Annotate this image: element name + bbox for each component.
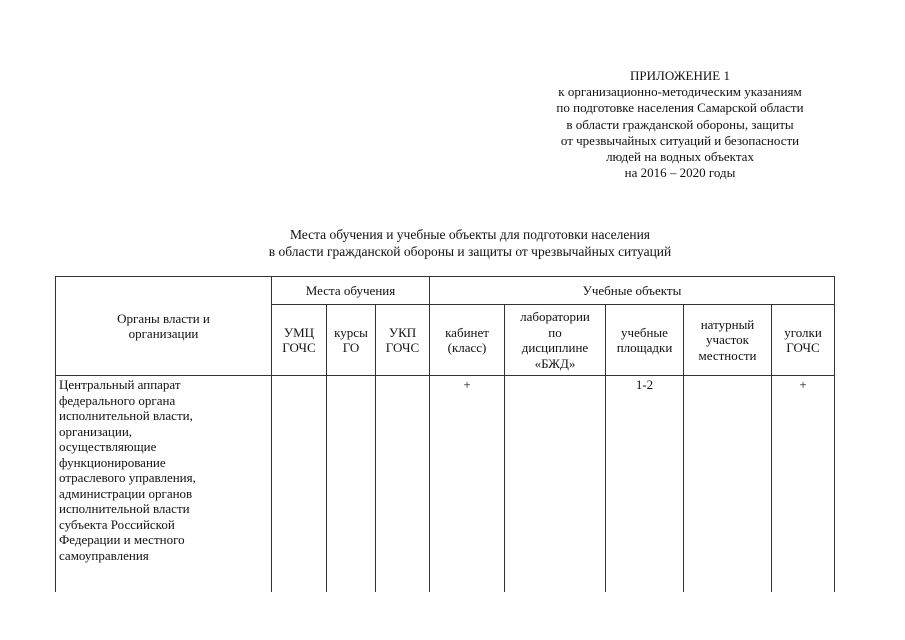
header-training-places: Места обучения <box>272 277 430 305</box>
cell-gochs-corners: + <box>772 376 835 593</box>
appendix-line: по подготовке населения Самарской области <box>556 100 804 116</box>
title-line: Места обучения и учебные объекты для подготовки населения <box>289 227 651 242</box>
cell-ukp-gochs <box>376 376 430 593</box>
cell-umc-gochs <box>272 376 327 593</box>
header-kursy-go: курсы ГО <box>327 305 376 376</box>
header-ukp-gochs: УКП ГОЧС <box>376 305 430 376</box>
appendix-line: людей на водных объектах <box>606 149 754 165</box>
appendix-title: ПРИЛОЖЕНИЕ 1 <box>630 68 730 83</box>
header-organizations: Органы власти и организации <box>56 277 272 376</box>
appendix-header <box>520 68 840 181</box>
cell-bzhd-labs <box>505 376 606 593</box>
row-organization: Центральный аппарат федерального органа исполнительной власти, организации, осуществляющие функционирование отраслевого управления, администрации органов исполнительной власти субъекта Российской Федерации и местного самоуправления <box>56 376 272 593</box>
header-training-objects: Учебные объекты <box>430 277 835 305</box>
appendix-line: на 2016 – 2020 годы <box>624 165 736 181</box>
cell-field-site <box>684 376 772 593</box>
header-umc-gochs: УМЦ ГОЧС <box>272 305 327 376</box>
header-gochs-corners: уголки ГОЧС <box>772 305 835 376</box>
appendix-line: к организационно-методическим указаниям <box>558 84 802 100</box>
cell-training-grounds: 1-2 <box>606 376 684 593</box>
header-training-grounds: учебные площадки <box>606 305 684 376</box>
header-bzhd-labs: лаборатории по дисциплине «БЖД» <box>505 305 606 376</box>
header-field-site: натурный участок местности <box>684 305 772 376</box>
title-line: в области гражданской обороны и защиты от чрезвычайных ситуаций <box>268 244 672 259</box>
header-classroom: кабинет (класс) <box>430 305 505 376</box>
training-places-table <box>55 276 835 592</box>
cell-classroom: + <box>430 376 505 593</box>
appendix-line: в области гражданской обороны, защиты <box>566 116 794 132</box>
cell-kursy-go <box>327 376 376 593</box>
appendix-line: от чрезвычайных ситуаций и безопасности <box>560 132 800 148</box>
table-row <box>56 376 835 593</box>
document-title <box>180 226 760 260</box>
